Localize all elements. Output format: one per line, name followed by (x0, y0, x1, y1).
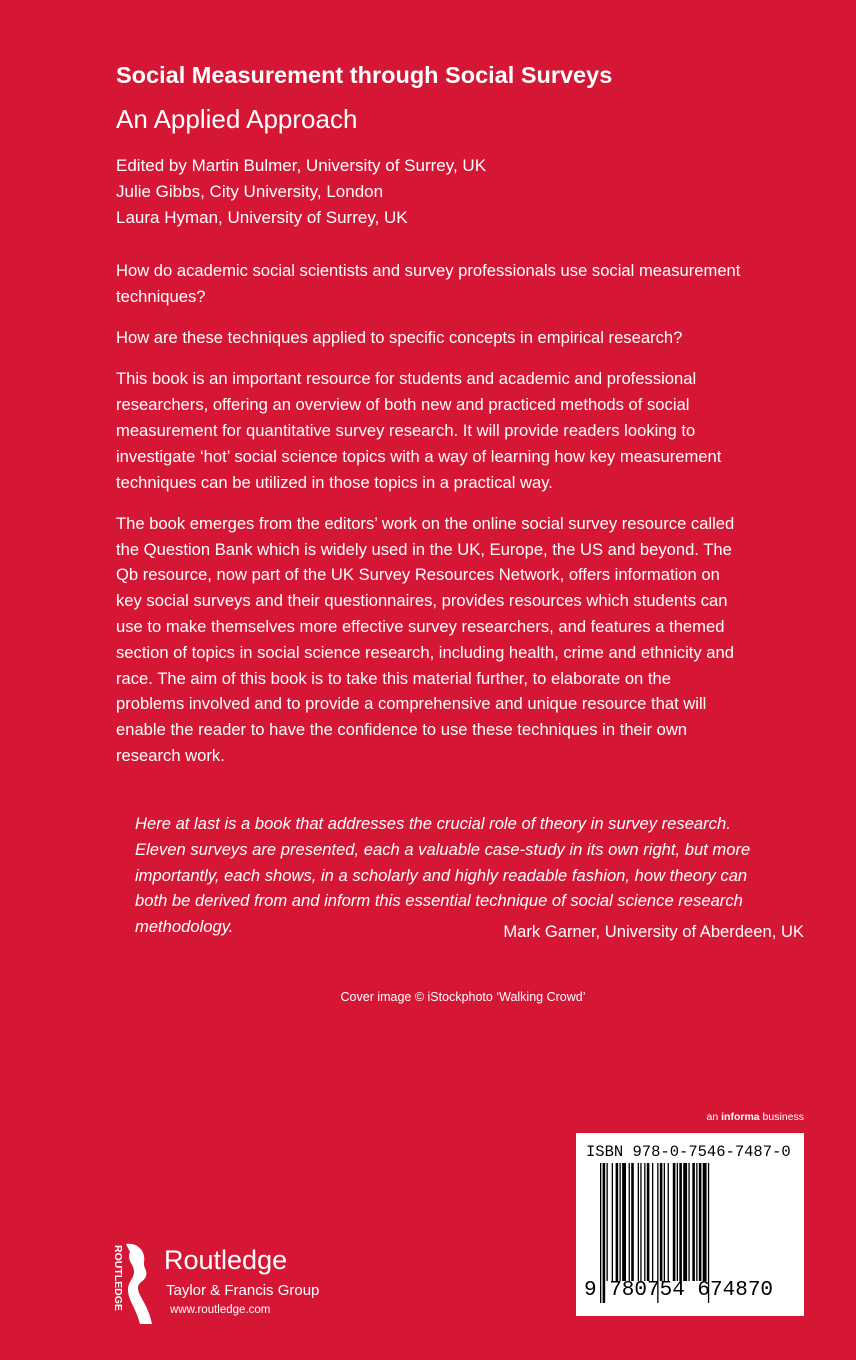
text-line: enable the reader to have the confidence to use these techniques in their own (116, 720, 688, 740)
text-line: How are these techniques applied to specific concepts in empirical research? (116, 328, 683, 348)
blurb-paragraph (116, 258, 740, 310)
review-quote (135, 811, 750, 940)
book-subtitle: An Applied Approach (116, 104, 358, 134)
publisher-url[interactable]: www.routledge.com (170, 1304, 271, 1316)
routledge-logo-icon (108, 1240, 168, 1330)
barcode-bar (629, 1163, 630, 1281)
text-line: race. The aim of this book is to take this material further, to elaborate on the (116, 668, 671, 688)
quote-line: importantly, each shows, in a scholarly and highly readable fashion, how theory can (135, 865, 748, 885)
barcode-bar (647, 1163, 650, 1281)
quote-line: Eleven surveys are presented, each a valuable case-study in its own right, but more (135, 839, 751, 859)
barcode-bar (607, 1163, 608, 1281)
barcode-bar (699, 1163, 702, 1281)
barcode-bar (679, 1163, 682, 1281)
isbn-barcode (576, 1133, 804, 1316)
text-line: problems involved and to provide a comprehensive and unique resource that will (116, 694, 707, 714)
quote-line: both be derived from and inform this essential technique of social science research (135, 891, 743, 911)
quote-line: methodology. (135, 917, 234, 937)
book-title: Social Measurement through Social Surveys (116, 62, 613, 88)
text-line: investigate ‘hot’ social science topics with a way of learning how key measurement (116, 446, 722, 466)
publisher-group: Taylor & Francis Group (166, 1282, 320, 1299)
barcode-bar (668, 1163, 669, 1281)
barcode-bar (660, 1163, 663, 1281)
quote-line: Here at last is a book that addresses the crucial role of theory in survey research. (135, 814, 731, 833)
barcode-bar (620, 1163, 621, 1281)
editor-line: Edited by Martin Bulmer, University of Surrey, UK (116, 156, 487, 175)
editor-line: Laura Hyman, University of Surrey, UK (116, 208, 408, 227)
text-line: the Question Bank which is widely used in the UK, Europe, the US and beyond. The (116, 539, 732, 559)
barcode-bar (688, 1163, 689, 1281)
quote-attribution: Mark Garner, University of Aberdeen, UK (503, 922, 804, 941)
barcode-bar (677, 1163, 678, 1281)
text-line: use to make themselves more effective survey researchers, and features a themed (116, 617, 725, 637)
publisher-name: Routledge (164, 1245, 288, 1275)
editor-line: Julie Gibbs, City University, London (116, 182, 384, 201)
text-line: researchers, offering an overview of both new and practiced methods of social (116, 395, 690, 415)
image-credit: Cover image © iStockphoto ‘Walking Crowd’ (340, 990, 586, 1004)
barcode-bar (683, 1163, 687, 1281)
blurb-paragraph (116, 511, 740, 769)
text-line: Qb resource, now part of the UK Survey Resources Network, offers information on (116, 565, 720, 585)
text-line: techniques can be utilized in those topics in a practical way. (116, 472, 553, 492)
blurb-paragraph (116, 325, 740, 351)
text-line: techniques? (116, 286, 206, 306)
barcode-bar (703, 1163, 707, 1281)
editors-list (116, 153, 486, 231)
blurb (116, 258, 740, 784)
barcode-bar (673, 1163, 676, 1281)
informa-suffix: business (759, 1111, 804, 1123)
text-line: research work. (116, 746, 225, 766)
text-line: section of topics in social science research, including health, crime and ethnicity and (116, 642, 734, 662)
isbn-text: ISBN 978-0-7546-7487-0 (586, 1143, 791, 1161)
informa-tagline (707, 1111, 804, 1123)
informa-prefix: an (706, 1111, 722, 1123)
barcode-bar (631, 1163, 634, 1281)
barcode-bar (696, 1163, 697, 1281)
barcode-bar (644, 1163, 645, 1281)
informa-brand: informa (721, 1111, 760, 1123)
barcode-bar (638, 1163, 639, 1281)
barcode-bar (664, 1163, 665, 1281)
text-line: This book is an important resource for students and academic and professional (116, 369, 697, 389)
barcode-bar (622, 1163, 626, 1281)
text-line: How do academic social scientists and survey professionals use social measurement (116, 261, 741, 280)
barcode-bar (612, 1163, 613, 1281)
barcode-bar (652, 1163, 653, 1281)
text-line: key social surveys and their questionnaires, provides resources which students can (116, 591, 728, 611)
barcode-bar (640, 1163, 641, 1281)
text-line: measurement for quantitative survey research. It will provide readers looking to (116, 420, 696, 440)
svg-text:ROUTLEDGE: ROUTLEDGE (112, 1245, 124, 1311)
barcode-bar (692, 1163, 695, 1281)
ean-digits: 9 780754 674870 (584, 1279, 774, 1302)
barcode-bar (616, 1163, 619, 1281)
blurb-paragraph (116, 366, 740, 495)
text-line: The book emerges from the editors’ work on the online social survey resource called (116, 513, 735, 533)
